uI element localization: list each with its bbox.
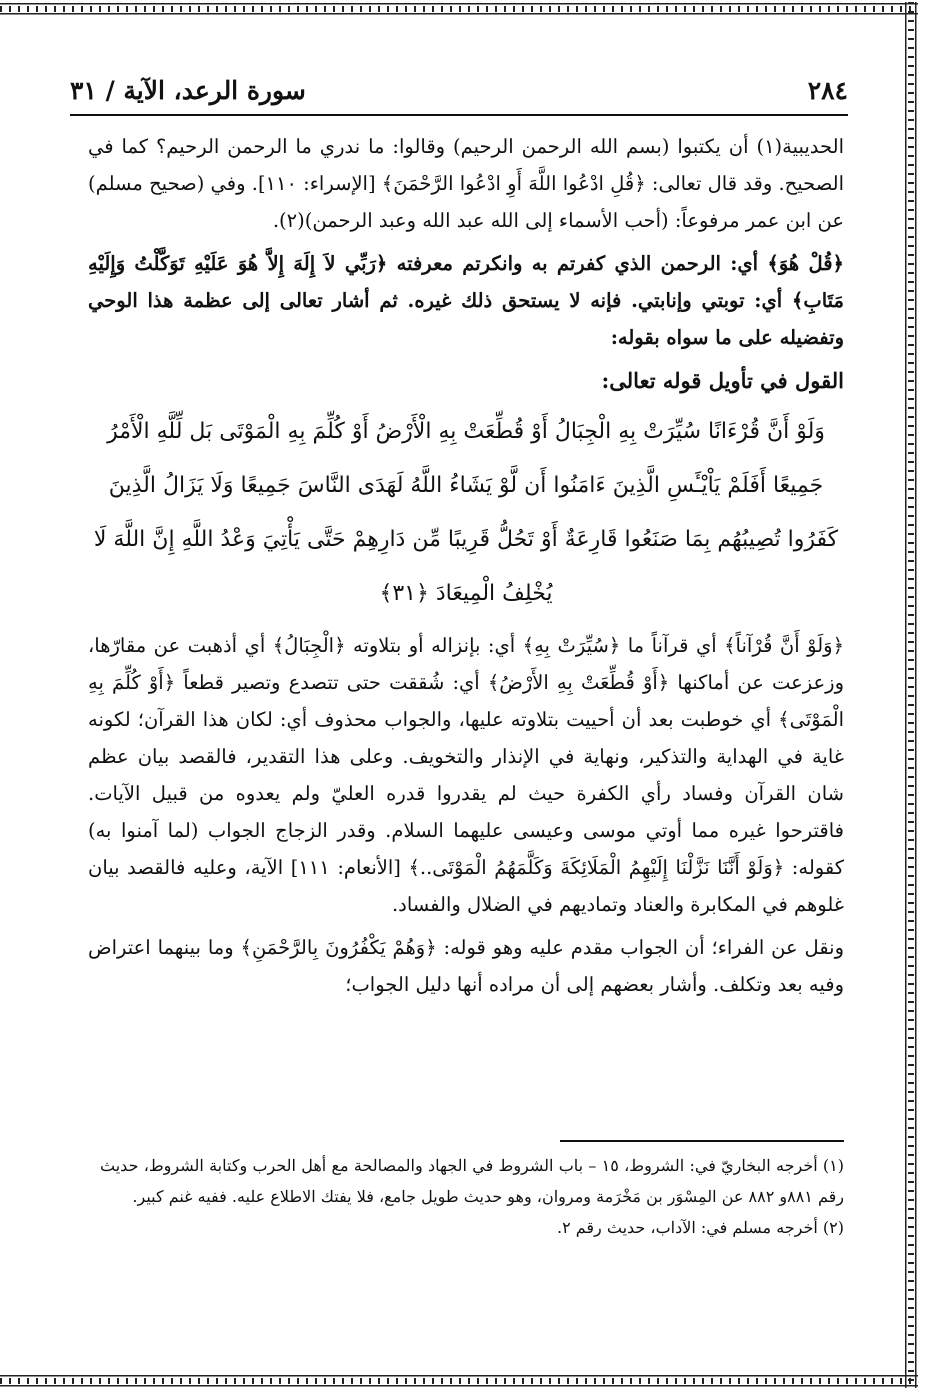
surah-title: سورة الرعد، الآية / ٣١ <box>70 75 306 105</box>
paragraph-3: ﴿وَلَوْ أَنَّ قُرْآناً﴾ أي قرآناً ما ﴿سُيِّرَتْ بِهِ﴾ أي: بإنزاله أو بتلاوته ﴿الْجِبَالُ﴾ أي أذهبت عن مقارّها، وزعزعت عن أماكنها ﴿أَوْ قُطِّعَتْ بِهِ الأَرْضُ﴾ أي: شُققت حتى تتصدع وتصير قطعاً ﴿أَوْ كُلِّمَ بِهِ الْمَوْتَى﴾ أي خوطبت بعد أن أحييت بتلاوته عليها، والجواب محذوف أي: لكان هذا القرآن؛ لكونه غاية في الهداية والتذكير، ونهاية في الإنذار والتخويف. وعلى هذا التقدير، فالقصد بيان عظم شان القرآن وفساد رأي الكفرة حيث لم يقدروا قدره العليّ ولم يعدوه من قبيل الآيات. فاقترحوا غيره مما أوتي موسى وعيسى عليهما السلام. وقدر الزجاج الجواب (لما آمنوا به) كقوله: ﴿وَلَوْ أَنَّنَا نَزَّلْنَا إِلَيْهِمُ الْمَلَائِكَةَ وَكَلَّمَهُمُ الْمَوْتَى..﴾ [الأنعام: ١١١] الآية، وعليه فالقصد بيان غلوهم في المكابرة والعناد وتماديهم في الضلال والفساد. <box>88 634 844 916</box>
main-text <box>88 128 844 1009</box>
section-heading: القول في تأويل قوله تعالى: <box>601 368 844 393</box>
right-ornamental-border <box>904 2 918 1388</box>
footnote-1: (١) أخرجه البخاريّ في: الشروط، ١٥ – باب الشروط في الجهاد والمصالحة مع أهل الحرب وكتابة الشروط، حديث رقم ٨٨١و ٨٨٢ عن المِسْوَر بن مَخْرَمة ومروان، وهو حديث طويل جامع، فلا يفتك الاطلاع عليه. ففيه غنم كبير. <box>100 1156 845 1206</box>
footnote-2: (٢) أخرجه مسلم في: الآداب، حديث رقم ٢. <box>556 1218 844 1237</box>
page-header <box>70 70 848 110</box>
bottom-ornamental-border <box>0 1374 918 1388</box>
paragraph-1: الحديبية(١) أن يكتبوا (بسم الله الرحمن الرحيم) وقالوا: ما ندري ما الرحمن الرحيم؟ كما في الصحيح. وقد قال تعالى: ﴿قُلِ ادْعُوا اللَّهَ أَوِ ادْعُوا الرَّحْمَنَ﴾ [الإسراء: ١١٠]. وفي (صحيح مسلم) عن ابن عمر مرفوعاً: (أحب الأسماء إلى الله عبد الله وعبد الرحمن)(٢). <box>88 135 844 232</box>
footnotes <box>100 1150 844 1243</box>
quran-verse: وَلَوْ أَنَّ قُرْءَانًا سُيِّرَتْ بِهِ الْجِبَالُ أَوْ قُطِّعَتْ بِهِ الْأَرْضُ أَوْ كُلِّمَ بِهِ الْمَوْتَى بَل لِّلَّهِ الْأَمْرُ جَمِيعًا أَفَلَمْ يَاْيْـَٔسِ الَّذِينَ ءَامَنُوا أَن لَّوْ يَشَاءُ اللَّهُ لَهَدَى النَّاسَ جَمِيعًا وَلَا يَزَالُ الَّذِينَ كَفَرُوا تُصِيبُهُم بِمَا صَنَعُوا قَارِعَةٌ أَوْ تَحُلُّ قَرِيبًا مِّن دَارِهِمْ حَتَّى يَأْتِيَ وَعْدُ اللَّهِ إِنَّ اللَّهَ لَا يُخْلِفُ الْمِيعَادَ ﴿٣١﴾ <box>93 419 839 606</box>
paragraph-2: ﴿قُلْ هُوَ﴾ أي: الرحمن الذي كفرتم به وانكرتم معرفته ﴿رَبِّي لاَ إِلَهَ إِلاَّ هُوَ عَلَيْهِ تَوَكَّلْتُ وَإِلَيْهِ مَتَابِ﴾ أي: توبتي وإنابتي. فإنه لا يستحق ذلك غيره. ثم أشار تعالى إلى عظمة هذا الوحي وتفضيله على ما سواه بقوله: <box>88 252 844 349</box>
header-divider <box>70 114 848 116</box>
top-ornamental-border <box>0 2 918 16</box>
footnote-divider <box>560 1140 844 1142</box>
paragraph-4: ونقل عن الفراء؛ أن الجواب مقدم عليه وهو قوله: ﴿وَهُمْ يَكْفُرُونَ بِالرَّحْمَنِ﴾ وما بينهما اعتراض وفيه بعد وتكلف. وأشار بعضهم إلى أن مراده أنها دليل الجواب؛ <box>88 936 844 996</box>
page-number: ٢٨٤ <box>807 75 848 105</box>
